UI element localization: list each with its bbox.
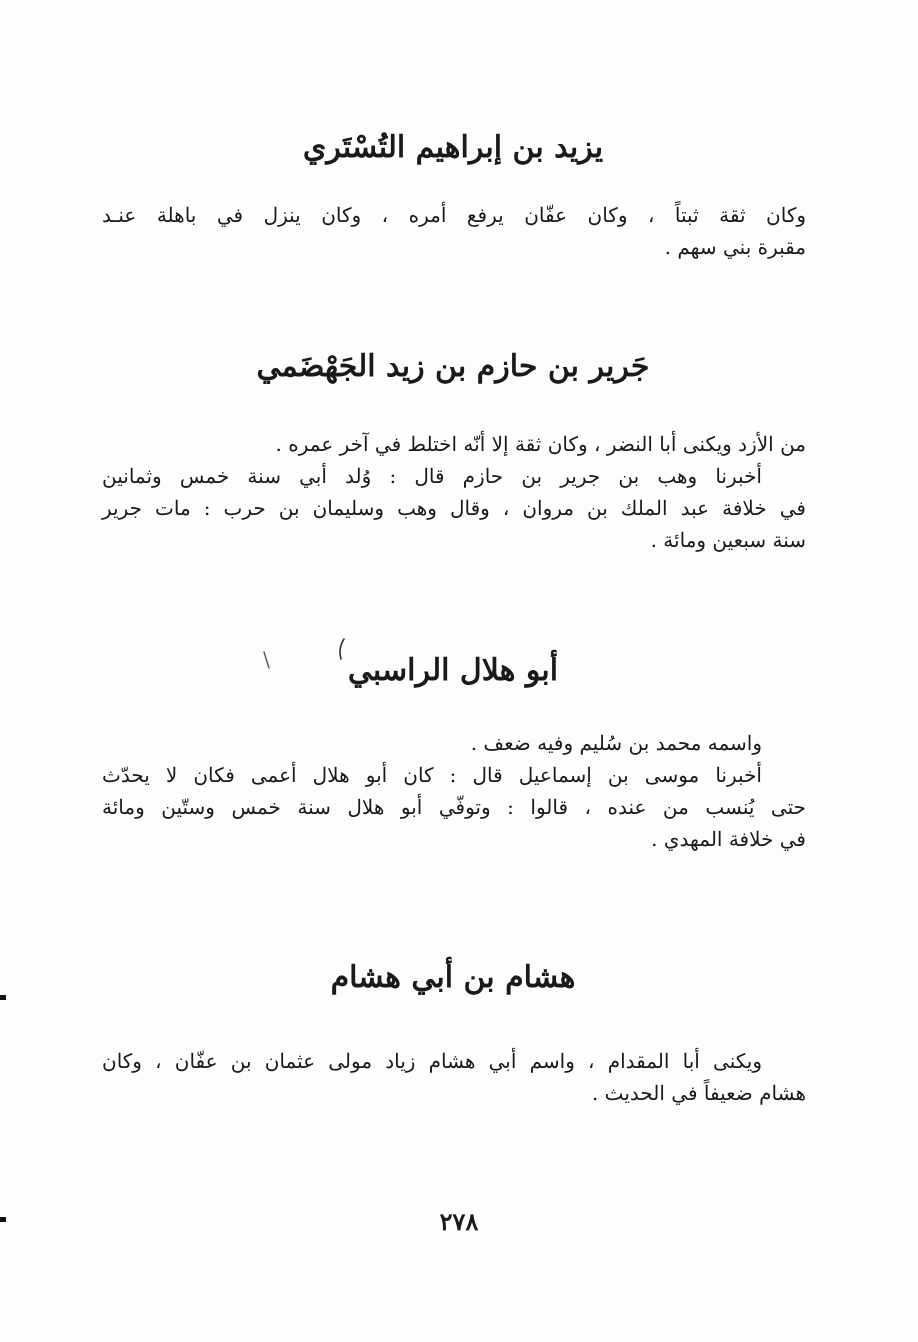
section-body-hisham xyxy=(102,1045,806,1109)
text-line: أخبرنا موسى بن إسماعيل قال : كان أبو هلال أعمى فكان لا يحدّث xyxy=(102,763,762,787)
text-line: وكان ثقة ثبتاً ، وكان عفّان يرفع أمره ، وكان ينزل في باهلة عنـد xyxy=(102,203,806,227)
text-line: في خلافة المهدي . xyxy=(651,827,806,851)
pencil-mark-icon xyxy=(258,648,276,674)
section-body-yazid xyxy=(102,199,806,263)
page-number: ٢٧٨ xyxy=(439,1207,479,1236)
text-line: واسمه محمد بن سُليم وفيه ضعف . xyxy=(470,731,762,755)
text-line: من الأزد ويكنى أبا النضر ، وكان ثقة إلا أنّه اختلط في آخر عمره . xyxy=(275,432,806,456)
text-line: حتى يُنسب من عنده ، قالوا : وتوفّي أبو هلال سنة خمس وستّين ومائة xyxy=(102,795,806,819)
section-body-jarir xyxy=(102,428,806,556)
section-heading-jarir: جَرير بن حازم بن زيد الجَهْضَمي xyxy=(256,349,650,384)
margin-mark xyxy=(0,1217,6,1222)
text-line: ويكنى أبا المقدام ، واسم أبي هشام زياد مولى عثمان بن عفّان ، وكان xyxy=(102,1049,762,1073)
text-line: هشام ضعيفاً في الحديث . xyxy=(591,1081,806,1105)
section-heading-hisham: هشام بن أبي هشام xyxy=(330,960,576,995)
text-line: سنة سبعين ومائة . xyxy=(650,528,806,552)
section-heading-yazid: يزيد بن إبراهيم التُسْتَري xyxy=(302,130,604,165)
text-line: في خلافة عبد الملك بن مروان ، وقال وهب وسليمان بن حرب : مات جرير xyxy=(102,496,806,520)
text-line: مقبرة بني سهم . xyxy=(664,235,806,259)
text-line: أخبرنا وهب بن جرير بن حازم قال : وُلد أبي سنة خمس وثمانين xyxy=(102,464,762,488)
pencil-mark-icon xyxy=(332,636,350,662)
margin-mark xyxy=(0,995,6,1000)
section-body-abu-hilal xyxy=(102,727,806,855)
section-heading-abu-hilal: أبو هلال الراسبي xyxy=(347,653,559,688)
